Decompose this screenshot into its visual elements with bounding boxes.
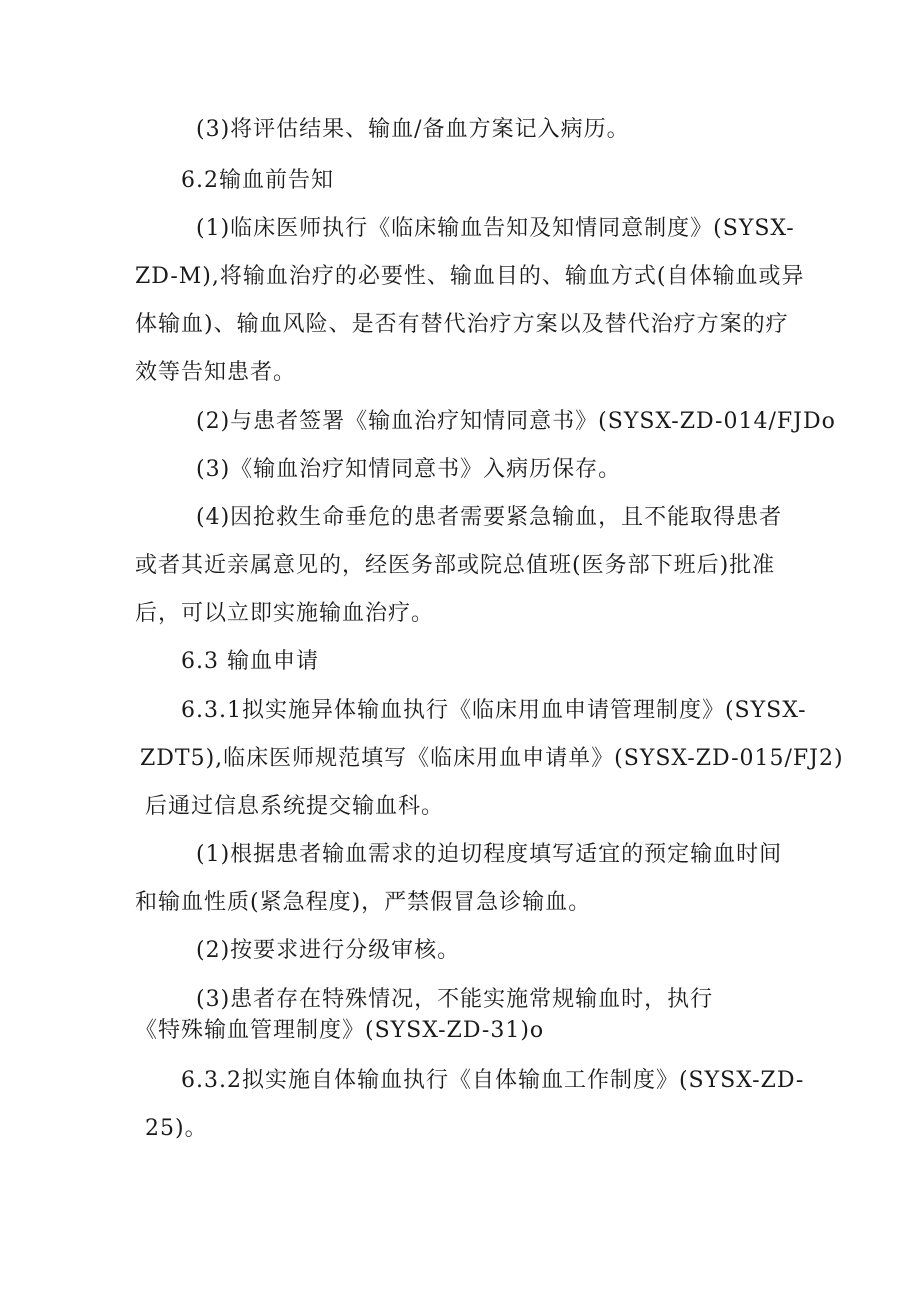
text-line-9: (4)因抢救生命垂危的患者需要紧急输血，且不能取得患者 bbox=[196, 505, 783, 530]
text-line-7: (2)与患者签署《输血治疗知情同意书》(SYSX-ZD-014/FJDo bbox=[196, 409, 836, 434]
text-line-15: 后通过信息系统提交输血科。 bbox=[145, 794, 445, 819]
text-line-21: 6.3.2拟实施自体输血执行《自体输血工作制度》(SYSX-ZD- bbox=[181, 1068, 805, 1093]
text-line-10: 或者其近亲属意见的，经医务部或院总值班(医务部下班后)批准 bbox=[135, 553, 776, 578]
text-line-3: (1)临床医师执行《临床输血告知及知情同意制度》(SYSX- bbox=[196, 216, 795, 241]
text-line-5: 体输血)、输血风险、是否有替代治疗方案以及替代治疗方案的疗 bbox=[135, 312, 789, 337]
text-line-11: 后，可以立即实施输血治疗。 bbox=[135, 601, 435, 626]
text-line-18: (2)按要求进行分级审核。 bbox=[196, 938, 461, 963]
section-heading-6-2: 6.2输血前告知 bbox=[181, 168, 334, 193]
text-line-19: (3)患者存在特殊情况，不能实施常规输血时，执行 bbox=[196, 987, 714, 1012]
text-line-14: ZDT5),临床医师规范填写《临床用血申请单》(SYSX-ZD-015/FJ2) bbox=[140, 746, 844, 771]
text-line-4: ZD-M),将输血治疗的必要性、输血目的、输血方式(自体输血或异 bbox=[135, 264, 805, 289]
text-line-6: 效等告知患者。 bbox=[135, 360, 297, 385]
section-heading-6-3: 6.3 输血申请 bbox=[181, 649, 319, 674]
text-line-1: (3)将评估结果、输血/备血方案记入病历。 bbox=[196, 117, 630, 142]
text-line-22: 25)。 bbox=[145, 1116, 208, 1141]
text-line-8: (3)《输血治疗知情同意书》入病历保存。 bbox=[196, 457, 622, 482]
text-line-17: 和输血性质(紧急程度)，严禁假冒急诊输血。 bbox=[135, 890, 592, 915]
text-line-13: 6.3.1拟实施异体输血执行《临床用血申请管理制度》(SYSX- bbox=[181, 698, 807, 723]
text-line-16: (1)根据患者输血需求的迫切程度填写适宜的预定输血时间 bbox=[196, 842, 783, 867]
text-line-20: 《特殊输血管理制度》(SYSX-ZD-31)o bbox=[135, 1018, 545, 1043]
